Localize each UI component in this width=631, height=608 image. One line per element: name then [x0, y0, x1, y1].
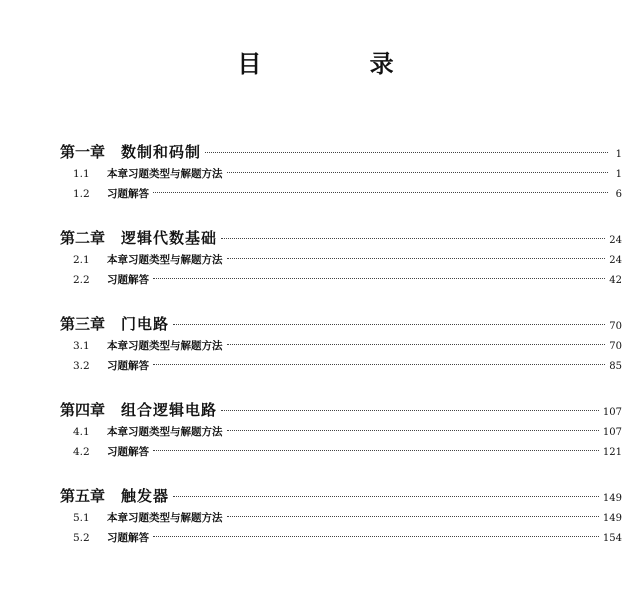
dot-leader: [227, 172, 609, 173]
toc-section-entry[interactable]: [60, 442, 622, 462]
dot-leader: [227, 516, 599, 517]
section-number: 3.2: [73, 360, 90, 372]
section-title: 本章习题类型与解题方法: [107, 340, 223, 352]
toc-section-entry[interactable]: [60, 508, 622, 528]
chapter-number: 第三章: [60, 315, 106, 333]
page-number: 85: [609, 361, 622, 372]
section-number: 3.1: [73, 340, 90, 352]
toc-section-entry[interactable]: [60, 164, 622, 184]
chapter-title: 逻辑代数基础: [121, 229, 218, 247]
dot-leader: [227, 344, 606, 345]
page-number: 70: [609, 341, 622, 352]
section-title: 本章习题类型与解题方法: [107, 512, 223, 524]
page-number: 24: [609, 255, 622, 266]
section-title: 习题解答: [107, 274, 149, 286]
page-number: 149: [602, 493, 622, 504]
toc-section-entry[interactable]: [60, 270, 622, 290]
page-number: 70: [609, 321, 622, 332]
chapter-title: 触发器: [121, 487, 170, 505]
dot-leader: [221, 238, 605, 239]
section-number: 4.2: [73, 446, 90, 458]
page-number: 1: [615, 169, 622, 180]
section-number: 2.1: [73, 254, 90, 266]
toc-chapter: [60, 312, 622, 376]
page-title: 目 录: [237, 50, 444, 78]
dot-leader: [227, 430, 599, 431]
dot-leader: [221, 410, 599, 411]
section-number: 5.1: [73, 512, 90, 524]
page-number: 6: [615, 189, 622, 200]
section-number: 5.2: [73, 532, 90, 544]
toc-chapter: [60, 226, 622, 290]
dot-leader: [173, 324, 605, 325]
page-number: 107: [602, 427, 622, 438]
toc-chapter: [60, 140, 622, 204]
dot-leader: [153, 192, 608, 193]
section-number: 1.1: [73, 168, 90, 180]
chapter-title: 数制和码制: [121, 143, 202, 161]
dot-leader: [153, 450, 599, 451]
dot-leader: [205, 152, 608, 153]
toc-section-entry[interactable]: [60, 528, 622, 548]
page-number: 42: [609, 275, 622, 286]
toc-section-entry[interactable]: [60, 336, 622, 356]
toc-chapter-entry[interactable]: [60, 312, 622, 336]
toc-chapter-entry[interactable]: [60, 226, 622, 250]
section-title: 本章习题类型与解题方法: [107, 168, 223, 180]
chapter-number: 第五章: [60, 487, 106, 505]
section-title: 习题解答: [107, 188, 149, 200]
toc-chapter-entry[interactable]: [60, 140, 622, 164]
section-title: 本章习题类型与解题方法: [107, 426, 223, 438]
page-number: 1: [615, 149, 622, 160]
chapter-title: 门电路: [121, 315, 170, 333]
chapter-number: 第一章: [60, 143, 106, 161]
toc-section-entry[interactable]: [60, 184, 622, 204]
dot-leader: [153, 536, 599, 537]
toc-chapter-entry[interactable]: [60, 398, 622, 422]
page-number: 107: [602, 407, 622, 418]
page-number: 154: [602, 533, 622, 544]
section-number: 1.2: [73, 188, 90, 200]
page-number: 24: [609, 235, 622, 246]
dot-leader: [153, 364, 605, 365]
table-of-contents: [60, 140, 622, 570]
toc-chapter-entry[interactable]: [60, 484, 622, 508]
toc-section-entry[interactable]: [60, 422, 622, 442]
section-title: 习题解答: [107, 532, 149, 544]
chapter-number: 第二章: [60, 229, 106, 247]
dot-leader: [173, 496, 599, 497]
section-title: 习题解答: [107, 446, 149, 458]
toc-section-entry[interactable]: [60, 250, 622, 270]
section-title: 习题解答: [107, 360, 149, 372]
page-number: 121: [602, 447, 622, 458]
toc-chapter: [60, 484, 622, 548]
toc-chapter: [60, 398, 622, 462]
section-number: 2.2: [73, 274, 90, 286]
toc-section-entry[interactable]: [60, 356, 622, 376]
dot-leader: [227, 258, 606, 259]
section-title: 本章习题类型与解题方法: [107, 254, 223, 266]
page-number: 149: [602, 513, 622, 524]
chapter-title: 组合逻辑电路: [121, 401, 218, 419]
section-number: 4.1: [73, 426, 90, 438]
chapter-number: 第四章: [60, 401, 106, 419]
dot-leader: [153, 278, 605, 279]
